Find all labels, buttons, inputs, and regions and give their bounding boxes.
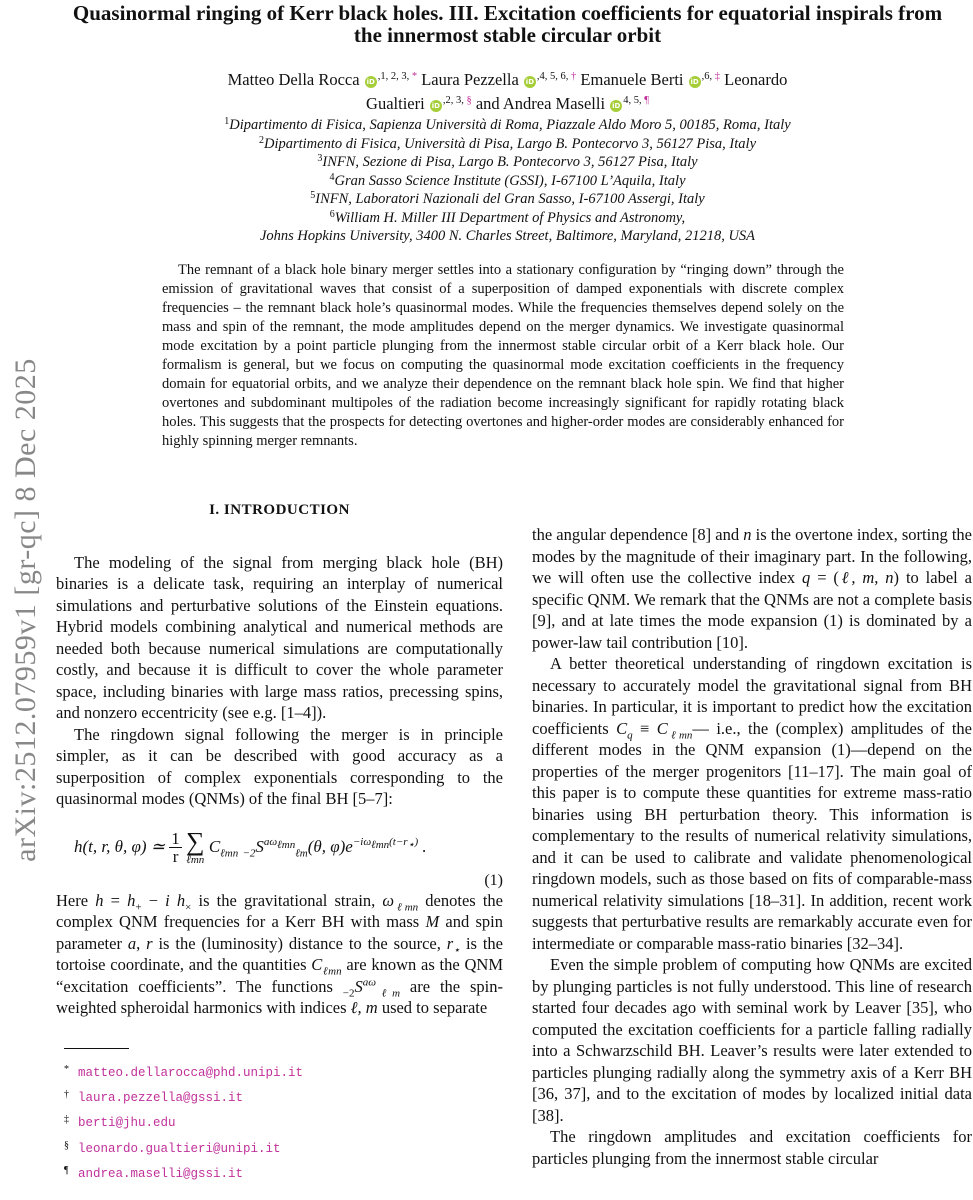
footnote-rule [64, 1048, 129, 1049]
right-column [532, 524, 972, 1169]
arxiv-id: arXiv:2512.07959v1 [gr-qc] 8 Dec 2025 [9, 358, 42, 862]
author-name: Emanuele Berti [580, 70, 684, 89]
footnote: ‡ berti@jhu.edu [64, 1114, 176, 1131]
footnote: § leonardo.gualtieri@unipi.it [64, 1139, 281, 1156]
equation-1 [56, 824, 503, 889]
email-link[interactable]: andrea.maselli@gssi.it [78, 1166, 244, 1181]
section-heading: I. INTRODUCTION [209, 502, 350, 518]
arxiv-stamp [0, 300, 52, 920]
paper-title: Quasinormal ringing of Kerr black holes. III. Excitation coefficients for equatorial inspirals from the innermost stable circular orbit [72, 1, 943, 47]
affiliation-line: $^4$Gran Sasso Science Institute (GSSI), I-67100 L’Aquila, Italy [329, 171, 686, 189]
equation-number: (1) [484, 871, 503, 889]
author-name: Leonardo Gualtieri [366, 70, 788, 113]
paragraph: The ringdown signal following the merger is in principle simpler, as it can be described with good accuracy as a superposition of complex exponentials corresponding to the quasinormal modes (QNMs) of the final BH [5–7]: [56, 724, 503, 808]
equation-body: h(t, r, θ, φ) ≃ $\frac{1}{r}$ ∑ ℓmn $C_{\ell mn}$ $_{-2}S^{a\omega_{\ell mn}}_{\ell m}(\theta$, $\varphi)e^{-i\omega_{\ell mn}(t-r_⋆)}$ . [74, 826, 427, 866]
author-list: Matteo Della Rocca iD $^{,1, 2, 3,}$ * Laura Pezzella iD $^{,4, 5, 6,}$ † Emanuele Berti iD $^{,6,}$ ‡ Leonardo Gualtieri iD $^{,2, 3,}$ § and Andrea Maselli iD $^{4, 5,}$ ¶ [227, 70, 788, 113]
footnotes [64, 1060, 303, 1186]
email-link[interactable]: laura.pezzella@gssi.it [78, 1091, 244, 1106]
footnote: * matteo.dellarocca@phd.unipi.it [64, 1064, 304, 1080]
footnote-mark[interactable]: † [571, 71, 577, 82]
footnote: ¶ andrea.maselli@gssi.it [64, 1164, 244, 1181]
paragraph: the angular dependence [8] and n is the overtone index, sorting the modes by the magnitude of their imaginary part. In the following, we will often use the collective index q = (ℓ, m, n) to label a specific QNM. We remark that the QNMs are not a complete basis [9], and at late times the mode expansion (1) is dominated by a power-law tail contribution [10]. [532, 525, 972, 652]
author-name: Laura Pezzella [421, 70, 519, 89]
orcid-icon[interactable]: iD [690, 78, 699, 86]
paragraph: Here $h = h_+ - i$ $h_\times$ is the gravitational strain, $\omega_{\ell mn}$ denotes the complex QNM frequencies for a Kerr BH with mass M and spin parameter a, r is the (luminosity) distance to the source, $r_⋆$ is the tortoise coordinate, and the quantities $C_{\ell mn}$ are known as the QNM “excitation coefficients”. The functions $_{-2}S^{a\omega}_{\ell m}$ are the spin-weighted spheroidal harmonics with indices ℓ, m used to separate [56, 890, 504, 1017]
orcid-icon[interactable]: iD [525, 78, 535, 86]
orcid-icon[interactable]: iD [431, 102, 440, 110]
affiliation-line: $^5$INFN, Laboratori Nazionali del Gran Sasso, I-67100 Assergi, Italy [310, 190, 705, 207]
author-name: Andrea Maselli [502, 94, 606, 113]
footnote-mark[interactable]: ¶ [644, 95, 649, 106]
affiliations [130, 116, 885, 246]
affiliation-line: $^3$INFN, Sezione di Pisa, Largo B. Pontecorvo 3, 56127 Pisa, Italy [317, 153, 698, 170]
footnote-mark[interactable]: ‡ [714, 71, 720, 82]
paragraph: The ringdown amplitudes and excitation coefficients for particles plunging from the innermost stable circular [532, 1127, 972, 1168]
left-column [56, 500, 503, 1019]
affiliation-line: $^6$William H. Miller III Department of Physics and Astronomy, [329, 208, 686, 226]
footnote: † laura.pezzella@gssi.it [64, 1089, 244, 1106]
affiliation-line: Johns Hopkins University, 3400 N. Charles Street, Baltimore, Maryland, 21218, USA [259, 228, 756, 244]
email-link[interactable]: leonardo.gualtieri@unipi.it [78, 1141, 281, 1156]
author-name: Matteo Della Rocca [227, 70, 360, 89]
email-link[interactable]: berti@jhu.edu [78, 1116, 176, 1131]
paragraph: Even the simple problem of computing how QNMs are excited by plunging particles is not fully understood. This line of research started four decades ago with seminal work by Leaver [35], who computed the excitation coefficients for a particle falling radially into a Schwarzschild BH. Leaver’s results were later extended to particles plunging radially along the symmetry axis of a Kerr BH [36, 37], and to the excitation of modes by localized initial data [38]. [532, 955, 972, 1125]
orcid-icon[interactable]: iD [366, 78, 375, 86]
affiliation-line: $^2$Dipartimento di Fisica, Università di Pisa, Largo B. Pontecorvo 3, 56127 Pisa, Italy [258, 134, 757, 152]
email-link[interactable]: matteo.dellarocca@phd.unipi.it [78, 1066, 304, 1080]
abstract: The remnant of a black hole binary merger settles into a stationary configuration by “ringing down” through the emission of gravitational waves that consist of a superposition of damped exponentials with discrete complex frequencies – the remnant black hole’s quasinormal modes. While the frequencies themselves depend solely on the mass and spin of the remnant, the mode amplitudes depend on the merger dynamics. We investigate quasinormal mode excitation by a point particle plunging from the innermost stable circular orbit of a Kerr black hole. Our formalism is general, but we focus on computing the quasinormal mode excitation coefficients in the frequency domain for equatorial orbits, and we analyze their dependence on the remnant black hole spin. We find that higher overtones and subdominant multipoles of the radiation become increasingly significant for rapidly rotating black holes. This suggests that the prospects for detecting overtones and higher-order modes are considerably enhanced for highly spinning merger remnants. [162, 262, 844, 449]
orcid-icon[interactable]: iD [612, 102, 621, 110]
footnote-mark[interactable]: § [466, 95, 472, 106]
paragraph: The modeling of the signal from merging black hole (BH) binaries is a delicate task, requiring an interplay of numerical simulations and perturbative solutions of the Einstein equations. Hybrid models combining analytical and numerical methods are needed both because numerical simulations are computationally costly, and because it is difficult to cover the whole parameter space, including binaries with large mass ratios, precessing spins, and nonzero eccentricity (see e.g. [1–4]). [56, 552, 503, 722]
author-conjunction: and [475, 94, 500, 113]
paragraph: A better theoretical understanding of ringdown excitation is necessary to accurately model the gravitational signal from BH binaries. In particular, it is important to predict how the excitation coefficients $C_q$ ≡ $C_{\ell mn}—$ i.e., the (complex) amplitudes of the different modes in the QNM expansion (1)—depend on the properties of the merger progenitors [11–17]. The main goal of this paper is to compute these quantities for extreme mass-ratio binaries using BH perturbation theory. This information is complementary to the results of numerical relativity simulations, and it can be used to calibrate and validate phenomenological ringdown models, such as those based on fits of comparable-mass numerical relativity simulations [18–31]. In addition, recent work suggests that perturbative results are remarkably accurate even for intermediate or comparable mass-ratio binaries [32–34]. [532, 654, 972, 953]
footnote-mark[interactable]: * [411, 71, 418, 82]
affiliation-line: $^1$Dipartimento di Fisica, Sapienza Università di Roma, Piazzale Aldo Moro 5, 00185, Roma, Italy [224, 116, 791, 133]
